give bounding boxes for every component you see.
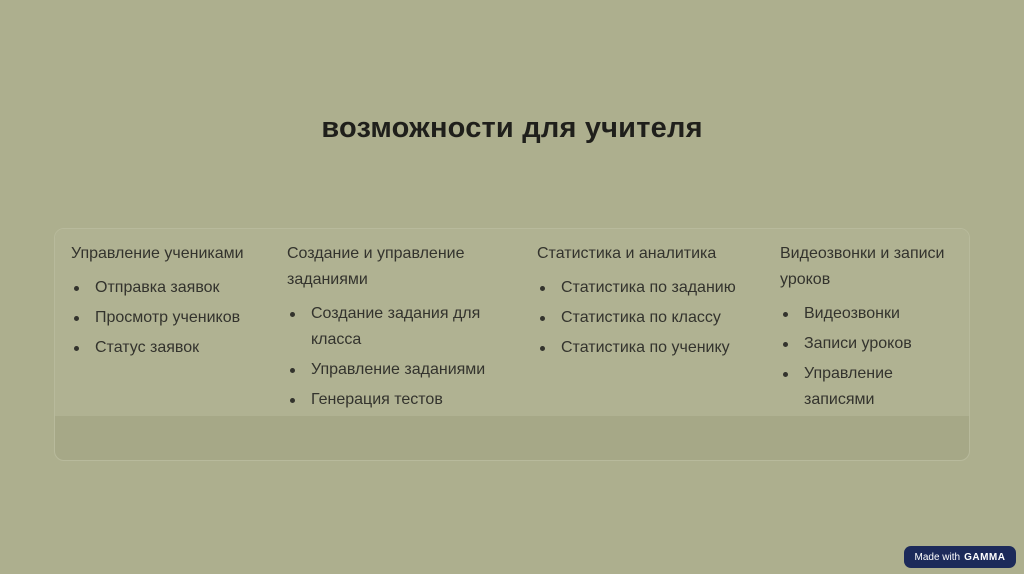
bullet-icon [74,346,79,351]
list-item [287,301,527,353]
list-item-label: Генерация тестов [311,391,443,408]
bullet-icon [74,286,79,291]
list-item-label: Отправка заявок [95,279,220,296]
list-item [537,305,767,331]
list-item-label: Создание задания для класса [311,305,481,348]
bullet-icon [290,368,295,373]
bullet-list [71,275,271,361]
list-item-label: Статус заявок [95,339,200,356]
bullet-list [780,301,965,413]
bullet-icon [540,286,545,291]
features-table [54,228,970,461]
gamma-logo: GAMMA [964,551,1006,563]
column-assignments [287,241,527,417]
list-item-label: Статистика по ученику [561,339,730,356]
list-item [780,331,965,357]
badge-prefix: Made with [914,551,961,563]
column-heading: Статистика и аналитика [537,245,717,262]
column-statistics [537,241,767,365]
list-item-label: Управление заданиями [311,361,486,378]
list-item-label: Записи уроков [804,335,912,352]
list-item [537,335,767,361]
list-item [287,357,527,383]
bullet-icon [783,312,788,317]
bullet-list [537,275,767,361]
column-heading: Управление учениками [71,245,244,262]
bullet-icon [540,316,545,321]
column-heading: Видеозвонки и записи уроков [780,245,945,288]
list-item-label: Статистика по классу [561,309,721,326]
list-item-label: Статистика по заданию [561,279,736,296]
column-heading: Создание и управление заданиями [287,245,465,288]
list-item [780,301,965,327]
list-item [780,361,965,413]
bullet-icon [290,398,295,403]
bullet-icon [783,342,788,347]
list-item-label: Просмотр учеников [95,309,241,326]
bullet-icon [290,312,295,317]
made-with-gamma-badge[interactable] [904,546,1016,568]
list-item [71,305,271,331]
bullet-list [287,301,527,413]
list-item [537,275,767,301]
bullet-icon [783,372,788,377]
bullet-icon [540,346,545,351]
list-item-label: Управление записями [804,365,893,408]
list-item-label: Видеозвонки [804,305,900,322]
list-item [71,335,271,361]
slide-title: возможности для учителя [321,112,703,144]
column-student-management [71,241,271,365]
column-video [780,241,965,417]
list-item [71,275,271,301]
bullet-icon [74,316,79,321]
list-item [287,387,527,413]
